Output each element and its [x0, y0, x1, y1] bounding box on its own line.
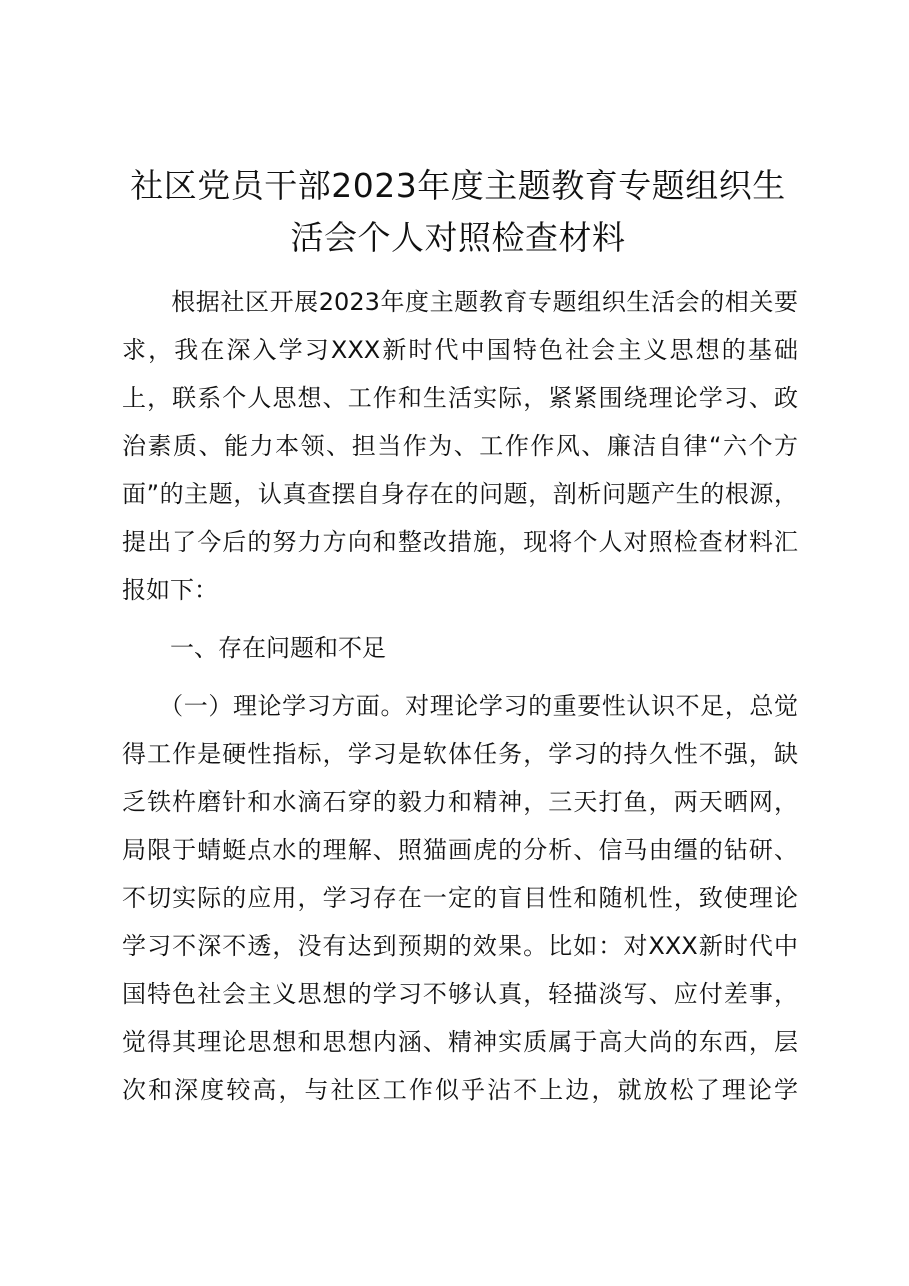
- paragraph-intro-line-1: 根据社区开展2023年度主题教育专题组织生活会的相关要: [122, 288, 798, 316]
- paragraph-intro-line-2: 求，我在深入学习XXX新时代中国特色社会主义思想的基础: [122, 336, 798, 364]
- paragraph-intro-line-5: 面”的主题，认真查摆自身存在的问题，剖析问题产生的根源，: [122, 480, 798, 508]
- paragraph-intro-line-6: 提出了今后的努力方向和整改措施，现将个人对照检查材料汇: [122, 528, 798, 556]
- paragraph-intro-line-4: 治素质、能力本领、担当作为、工作作风、廉洁自律“六个方: [122, 432, 798, 460]
- paragraph-theory-line-6: 学习不深不透，没有达到预期的效果。比如：对XXX新时代中: [122, 932, 798, 960]
- paragraph-intro-line-3: 上，联系个人思想、工作和生活实际，紧紧围绕理论学习、政: [122, 384, 798, 412]
- paragraph-theory-line-7: 国特色社会主义思想的学习不够认真，轻描淡写、应付差事，: [122, 980, 798, 1008]
- paragraph-theory-line-8: 觉得其理论思想和思想内涵、精神实质属于高大尚的东西，层: [122, 1028, 798, 1056]
- document-title: [118, 160, 798, 264]
- paragraph-theory-line-9: 次和深度较高，与社区工作似乎沾不上边，就放松了理论学: [122, 1076, 798, 1104]
- paragraph-theory-line-4: 局限于蜻蜓点水的理解、照猫画虎的分析、信马由缰的钻研、: [122, 836, 798, 864]
- paragraph-theory-line-2: 得工作是硬性指标，学习是软体任务，学习的持久性不强，缺: [122, 740, 798, 768]
- paragraph-theory-line-5: 不切实际的应用，学习存在一定的盲目性和随机性，致使理论: [122, 884, 798, 912]
- paragraph-theory-line-3: 乏铁杵磨针和水滴石穿的毅力和精神，三天打鱼，两天晒网，: [122, 788, 798, 816]
- paragraph-theory-line-1: （一）理论学习方面。对理论学习的重要性认识不足，总觉: [122, 692, 798, 720]
- title-line-2: 活会个人对照检查材料: [290, 218, 626, 257]
- title-line-1: 社区党员干部2023年度主题教育专题组织生: [130, 166, 786, 205]
- section-heading: 一、存在问题和不足: [122, 634, 386, 662]
- paragraph-intro-line-7: 报如下：: [122, 576, 218, 604]
